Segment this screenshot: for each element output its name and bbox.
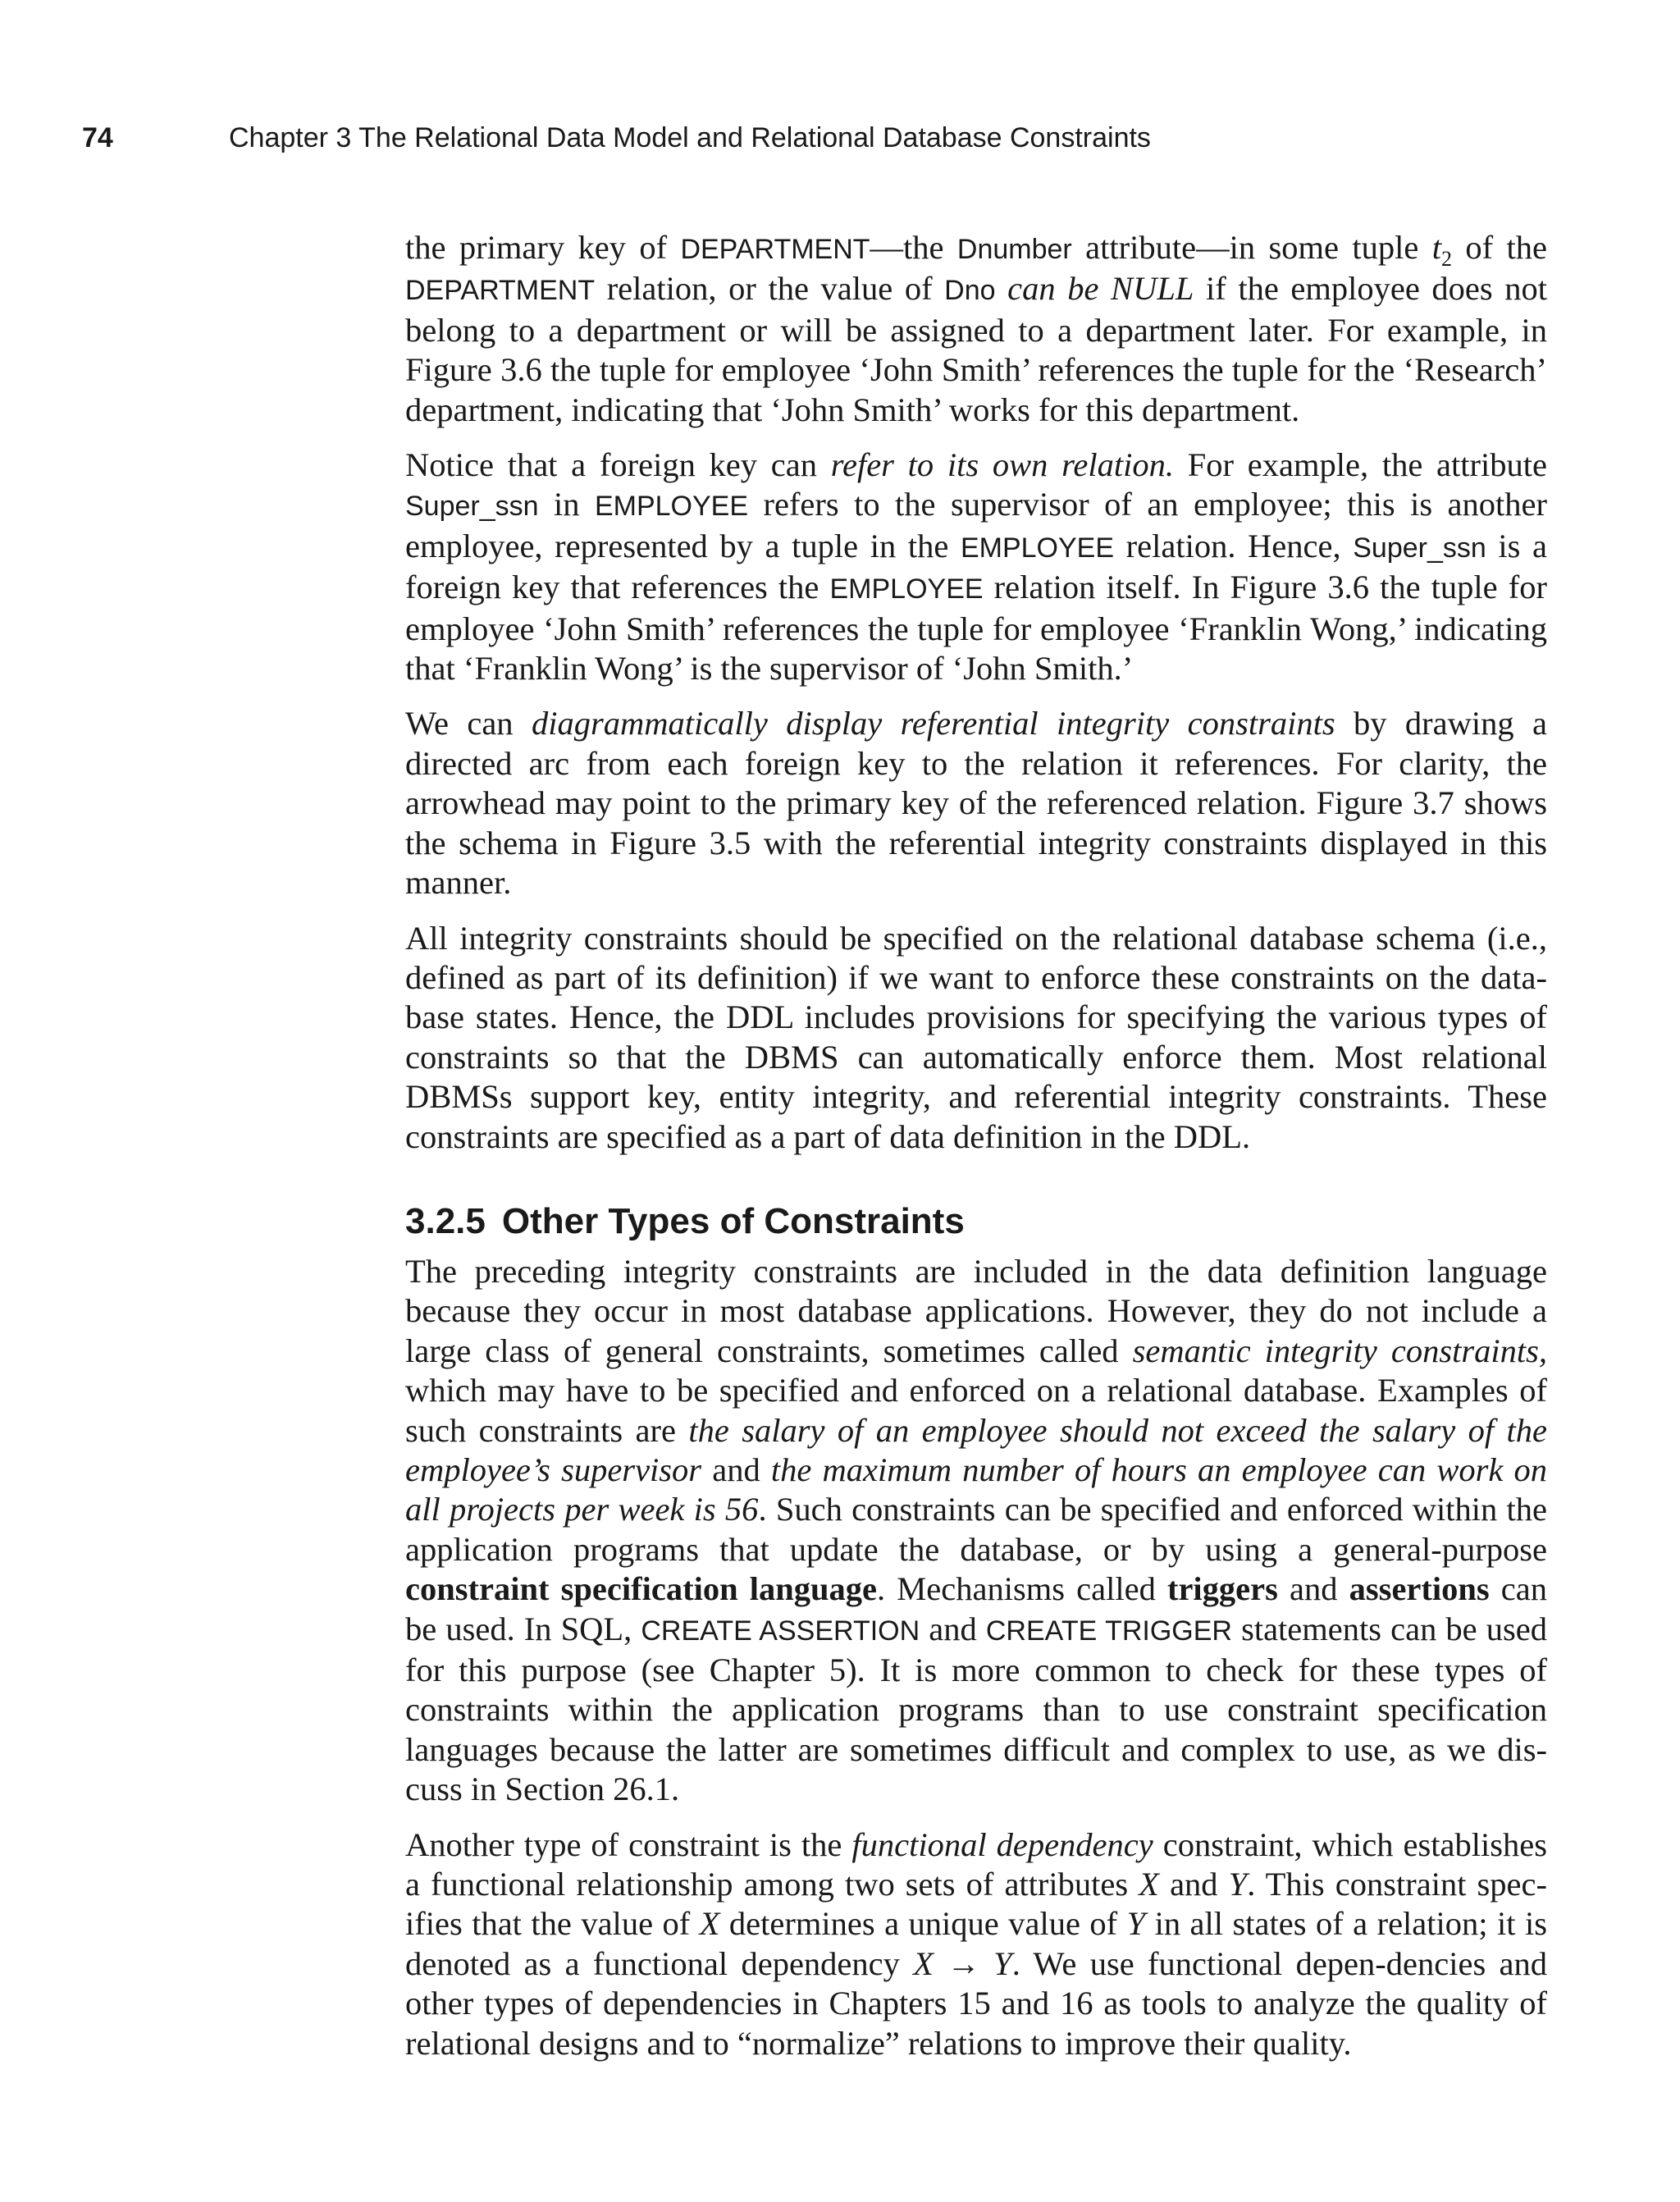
attribute-name: Super_ssn (405, 491, 539, 523)
sql-keyword: CREATE TRIGGER (985, 1615, 1232, 1647)
math-variable: X (1139, 1866, 1159, 1903)
text-run: and (701, 1450, 771, 1488)
page-body (405, 228, 1547, 2079)
text-run: by drawing a directed arc from each foreign key to the relation it references. For clarity, the arrowhead may point to the primary key of the referenced relation. Figure 3.7 shows the schema in Figure 3.5 with the referential integrity constraints displayed in this manner. (405, 705, 1547, 902)
paragraph-foreign-key-reference (405, 228, 1547, 430)
text-run: is a foreign key that references the (405, 527, 1547, 606)
text-run: and (1277, 1570, 1349, 1608)
math-variable: t (1431, 229, 1442, 266)
text-run: constraint, which establishes a functional relationship among two sets of attributes (405, 1825, 1547, 1903)
text-run: Another type of constraint is the (405, 1825, 852, 1863)
math-variable: X (699, 1905, 720, 1943)
emphasis-text: refer to its own relation. (830, 446, 1175, 484)
paragraph-self-reference (405, 445, 1547, 688)
text-run: The preceding integrity constraints are included in the data definition language because they occur in most database applications. However, they do not include a large class of general constraints, sometimes called (405, 1252, 1547, 1369)
text-run: statements can be used for this purpose (see Chapter 5). It is more common to check for these types of constraints within the application programs than to use constraint specification languages because the latter are sometimes difficult and complex to use, as we dis-cuss in Section 26.1. (405, 1610, 1547, 1808)
section-title: Other Types of Constraints (501, 1200, 965, 1241)
arrow-symbol: → (933, 1944, 994, 1982)
math-variable: X (913, 1944, 934, 1982)
text-run: relation, or the value of (595, 270, 945, 308)
page-header (82, 120, 1559, 156)
section-number: 3.2.5 (405, 1200, 486, 1241)
relation-name: DEPARTMENT (405, 275, 596, 307)
emphasis-text: the maximum number of hours an employee can work on all projects per week is 56 (405, 1450, 1547, 1528)
text-run: relation. Hence, (1114, 527, 1354, 564)
text-run: can be used. In SQL, (405, 1570, 1548, 1647)
text-run: relation itself. In Figure 3.6 the tuple for employee ‘John Smith’ references the tuple for employee ‘Franklin Wong,’ indicating that ‘Franklin Wong’ is the supervisor of ‘John Smith.’ (405, 569, 1547, 688)
text-run: refers to the supervisor of an employee; this is another employee, represented by a tuple in the (405, 486, 1547, 564)
paragraph-diagram-display (405, 704, 1547, 902)
relation-name: DEPARTMENT (680, 234, 870, 265)
text-run: —the (870, 229, 957, 266)
attribute-name: Dno (944, 275, 996, 307)
math-variable: Y (1228, 1866, 1248, 1903)
emphasis-text: can be NULL (1007, 270, 1194, 308)
paragraph-ddl-constraints: All integrity constraints should be specified on the relational database schema (i.e., defined as part of its definition) if we want to enforce these constraints on the data-base states. Hence, the DDL includes provisions for specifying the various types of constraints so that the DBMS can automatically enforce them. Most relational DBMSs support key, entity integrity, and referential integrity constraints. These constraints are specified as a part of data definition in the DDL. (405, 919, 1547, 1155)
text-run: of the (1452, 229, 1548, 266)
bold-term: triggers (1166, 1570, 1278, 1608)
text-run: which may have to be specified and enforced on a relational database. Examples of such constraints are (405, 1372, 1547, 1449)
emphasis-text: diagrammatically display referential integrity constraints (531, 705, 1335, 742)
math-subscript: 2 (1441, 247, 1453, 272)
text-run: determines a unique value of (719, 1905, 1127, 1943)
paragraph-functional-dependency (405, 1825, 1547, 2063)
text-run: We can (405, 705, 532, 742)
text-run: and (1159, 1866, 1229, 1903)
text-run: the primary key of (405, 229, 681, 266)
section-heading (405, 1199, 1547, 1244)
paragraph-semantic-constraints (405, 1252, 1547, 1810)
text-run: . This constraint spec-ifies that the value of (405, 1866, 1547, 1943)
emphasis-text: the salary of an employee should not exceed the salary of the employee’s supervisor (405, 1411, 1547, 1488)
sql-keyword: CREATE ASSERTION (641, 1615, 920, 1647)
text-run: . We use functional depen-dencies and other types of dependencies in Chapters 15 and 16 as tools to analyze the quality of relational designs and to “normalize” relations to improve their quality. (405, 1944, 1548, 2062)
text-run: if the employee does not belong to a department or will be assigned to a department later. For example, in Figure 3.6 the tuple for employee ‘John Smith’ references the tuple for the ‘Research’ department, indicating that ‘John Smith’ works for this department. (405, 270, 1548, 428)
page-number: 74 (82, 122, 113, 153)
text-run: in (538, 486, 595, 523)
bold-term: assertions (1349, 1570, 1490, 1608)
text-run: in all states of a relation; it is denoted as a functional dependency (405, 1905, 1547, 1982)
relation-name: EMPLOYEE (829, 573, 984, 605)
running-head: Chapter 3 The Relational Data Model and Relational Database Constraints (229, 122, 1151, 153)
text-run (996, 270, 1008, 307)
math-variable: Y (1126, 1905, 1146, 1943)
math-variable: Y (993, 1944, 1012, 1982)
attribute-name: Dnumber (956, 234, 1072, 265)
text-run: . Such constraints can be specified and enforced within the application programs that update the database, or by using a general-purpose (405, 1491, 1548, 1568)
text-run: For example, the attribute (1174, 446, 1547, 484)
bold-term: constraint specification language (405, 1570, 878, 1608)
text-run: . Mechanisms called (877, 1570, 1167, 1608)
emphasis-text: semantic integrity constraints, (1132, 1332, 1547, 1369)
text-run: and (920, 1610, 986, 1647)
emphasis-text: functional dependency (851, 1825, 1153, 1863)
relation-name: EMPLOYEE (960, 532, 1115, 564)
text-run: Notice that a foreign key can (405, 446, 831, 484)
attribute-name: Super_ssn (1353, 532, 1486, 564)
text-run: attribute—in some tuple (1071, 229, 1432, 266)
relation-name: EMPLOYEE (594, 491, 749, 523)
